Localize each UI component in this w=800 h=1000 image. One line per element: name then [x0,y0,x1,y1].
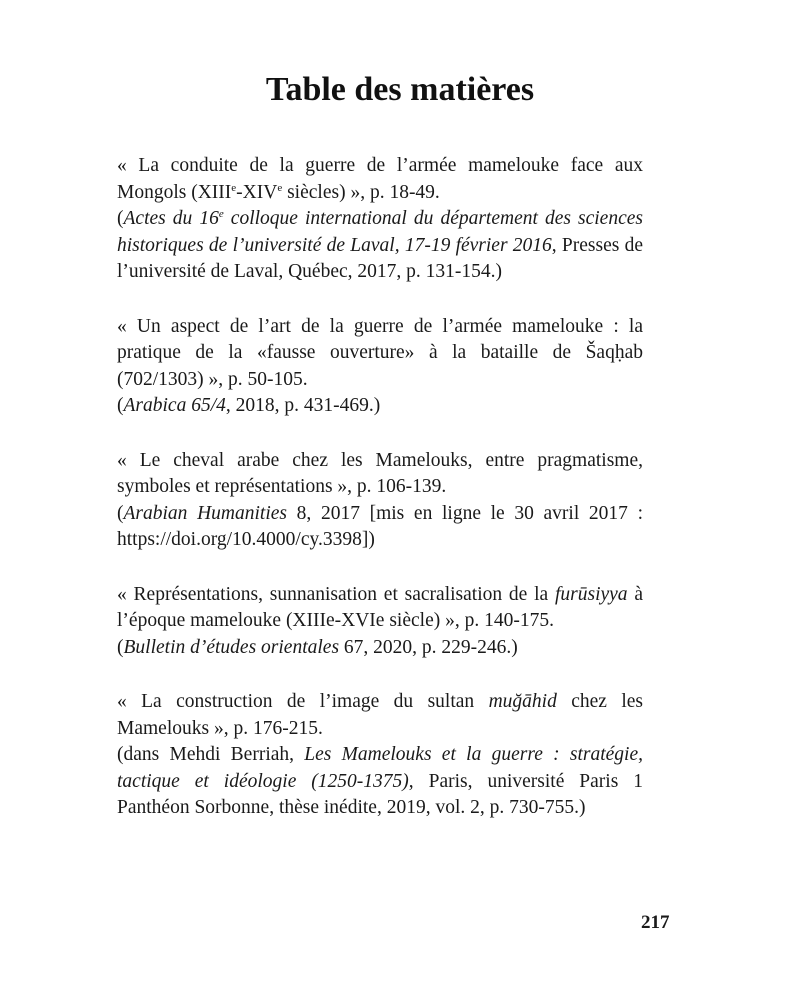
superscript: e [218,208,224,220]
source-text: ( [117,395,124,416]
entry-title-text: « Représentations, sunnanisation et sacralisation de la [117,583,555,605]
source-text: ( [117,502,124,524]
entry-title-text: chez les Mamelouks », p. 176-215. [117,691,643,739]
source-italic: Les Mamelouks et la guerre : stratégie, tactique et idéologie (1250-1375) [117,744,643,792]
source-text: 8, 2017 [mis en ligne le 30 avril 2017 : https://doi.org/10.4000/cy.3398]) [117,502,643,550]
entry-title-italic: muğāhid [488,691,557,712]
source-text: 67, 2020, p. 229-246.) [339,636,518,658]
source-text: ( [117,636,124,658]
superscript: e [231,181,237,194]
entry-title-text: « La construction de l’image du sultan [117,691,489,712]
contents-entry [117,153,643,286]
entry-title [117,153,643,206]
entry-title-text: -XIV [236,181,278,203]
contents-entry [117,448,643,554]
entry-title-text: « La conduite de la guerre de l’armée mamelouke face aux Mongols (XIII [117,155,643,203]
source-italic: Bulletin d’études orientales [123,636,340,658]
source-text: ( [117,208,124,229]
entry-source [117,206,643,286]
page-title: Table des matières [265,71,535,108]
entry-title: « Un aspect de l’art de la guerre de l’armée mamelouke : la pratique de la «fausse ouverture» à la bataille de Šaqḥab (702/1303) », p. 50-105. [117,315,643,390]
contents-entry [117,582,643,662]
entry-title: « Le cheval arabe chez les Mamelouks, entre pragmatisme, symboles et représentations », p. 106-139. [117,449,643,497]
superscript: e [277,181,283,194]
entry-source [117,742,643,822]
source-text: , Paris, université Paris 1 Panthéon Sorbonne, thèse inédite, 2019, vol. 2, p. 730-755.) [117,770,643,818]
source-text: , Presses de l’université de Laval, Québec, 2017, p. 131-154.) [117,234,643,282]
entry-source [117,393,643,420]
source-italic: Arabica [123,395,187,416]
entry-source [117,501,643,554]
source-italic: Actes du 16 [123,208,219,229]
source-italic: colloque international du département des sciences historiques de l’université de Laval, 17-19 février 2016 [117,208,643,256]
entry-title [117,689,643,742]
page-number: 217 [641,912,670,933]
entry-title-italic: furūsiyya [554,583,628,605]
contents-entry [117,314,643,420]
source-text: , 2018, p. 431-469.) [225,395,381,416]
source-text: (dans Mehdi Berriah, [117,744,305,765]
source-italic: 65/4 [186,395,226,416]
entry-title [117,582,643,635]
entry-source [117,635,643,662]
entry-title-text: siècles) », p. 18-49. [282,181,440,203]
contents-list [117,153,643,850]
contents-entry [117,689,643,822]
entry-title-text: à l’époque mamelouke (XIIIe-XVIe siècle) », p. 140-175. [117,583,643,631]
source-italic: Arabian Humanities [123,502,287,524]
